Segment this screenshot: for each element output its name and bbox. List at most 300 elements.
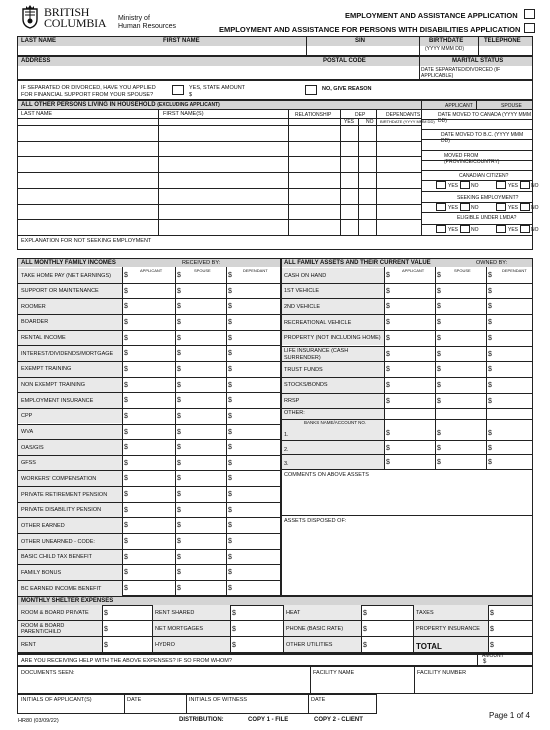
income-applicant-field[interactable] [130,300,174,313]
income-applicant-field[interactable] [130,504,174,517]
seeking-applicant-no-checkbox[interactable] [460,203,470,211]
income-currency: $ [228,569,232,577]
income-currency: $ [177,287,181,295]
income-applicant-field[interactable] [130,394,174,407]
asset-currency: $ [437,459,441,467]
asset-currency: $ [386,350,390,358]
income-applicant-field[interactable] [130,441,174,454]
asset-applicant-field[interactable] [392,379,434,392]
title-disabilities: EMPLOYMENT AND ASSISTANCE FOR PERSONS WITH DISABILITIES APPLICATION [219,25,521,34]
income-currency: $ [228,506,232,514]
help-field[interactable] [242,656,492,666]
page-number: Page 1 of 4 [489,711,530,720]
postal-code-field[interactable] [321,66,418,78]
asset-dependant-field[interactable] [494,395,536,408]
income-spouse-field[interactable] [183,379,227,392]
shelter-currency: $ [490,626,494,633]
income-dependant-field[interactable] [234,457,278,470]
shelter-label: HEAT [286,610,301,616]
asset-applicant-field[interactable] [392,269,434,282]
asset-dependant-field[interactable] [494,300,536,313]
initials-applicant-field[interactable] [20,704,122,713]
income-currency: $ [228,287,232,295]
income-label: PRIVATE RETIREMENT PENSION [21,491,108,498]
income-currency: $ [228,303,232,311]
shelter-amount-field[interactable] [369,606,411,619]
ministry-line-1: Ministry of [118,15,150,22]
household-row[interactable] [19,220,420,234]
income-currency: $ [124,365,128,373]
shelter-amount-field[interactable] [110,606,150,619]
shelter-label: OTHER UTILITIES [286,642,333,648]
income-label: RENTAL INCOME [21,335,66,342]
income-dependant-field[interactable] [234,582,278,595]
label-comments: COMMENTS ON ABOVE ASSETS [284,471,369,478]
support-no-checkbox[interactable] [305,85,317,95]
moved-from-field[interactable] [423,161,531,170]
income-label: EXEMPT TRAINING [21,366,72,373]
shelter-currency: $ [104,610,108,617]
income-dependant-field[interactable] [234,535,278,548]
income-spouse-field[interactable] [183,519,227,532]
support-amount-field[interactable] [194,91,264,99]
bank-dependant-field[interactable] [494,442,536,454]
col-dep-no: NO [366,119,374,125]
bank-number: 2. [284,446,289,453]
shelter-currency: $ [363,642,367,649]
income-dependant-field[interactable] [234,426,278,439]
income-currency: $ [228,412,232,420]
help-amount-field[interactable] [490,657,530,665]
facility-name-field[interactable] [312,677,411,693]
seeking-applicant-yes-checkbox[interactable] [436,203,446,211]
date-separated-field[interactable] [420,73,532,79]
date-2-field[interactable] [310,704,376,713]
income-label: EMPLOYMENT INSURANCE [21,397,94,404]
income-currency: $ [177,303,181,311]
income-assets-section [17,258,533,596]
bank-account-field[interactable] [294,456,382,468]
help-question: ARE YOU RECEIVING HELP WITH THE ABOVE EXPENSES? IF SO FROM WHOM? [21,658,232,664]
initials-witness-field[interactable] [188,704,306,713]
shelter-currency: $ [232,610,236,617]
documents-row [17,666,533,694]
asset-label: 2ND VEHICLE [284,303,321,310]
shelter-amount-field[interactable] [238,638,281,651]
income-applicant-field[interactable] [130,566,174,579]
explanation-field[interactable] [168,236,530,248]
seeking-spouse-yes-checkbox[interactable] [496,203,506,211]
shelter-currency: $ [104,642,108,649]
income-dependant-field[interactable] [234,472,278,485]
asset-spouse-field[interactable] [443,300,485,313]
label-eligible: ELIGIBLE UNDER LMDA? [457,215,517,221]
canadian-applicant-no-checkbox[interactable] [460,181,470,189]
col-relationship: RELATIONSHIP [295,112,332,118]
shelter-label: TOTAL [416,642,442,651]
asset-currency: $ [488,334,492,342]
income-dependant-field[interactable] [234,566,278,579]
moved-canada-field[interactable] [423,120,531,129]
canadian-applicant-yes-label: YES [448,183,459,189]
bank-applicant-field[interactable] [392,456,434,468]
shelter-amount-field[interactable] [110,638,150,651]
income-currency: $ [124,272,128,279]
asset-spouse-field[interactable] [443,348,485,361]
income-currency: $ [228,272,232,279]
support-yes-line-1: YES, STATE AMOUNT [189,85,246,91]
asset-currency: $ [488,459,492,467]
shelter-currency: $ [490,642,494,649]
income-label: OTHER EARNED [21,522,65,529]
income-spouse-field[interactable] [183,316,227,329]
shelter-currency: $ [490,610,494,617]
eligible-spouse-no-checkbox[interactable] [520,225,530,233]
label-assets-disposed: ASSETS DISPOSED OF: [284,518,347,524]
income-currency: $ [228,381,232,389]
income-applicant-field[interactable] [130,379,174,392]
household-row[interactable] [19,205,420,219]
income-dependant-field[interactable] [234,379,278,392]
income-spouse-field[interactable] [183,582,227,595]
income-spouse-field[interactable] [183,363,227,376]
shelter-amount-field[interactable] [238,622,281,635]
brand-line-1: BRITISH [44,5,90,19]
income-spouse-field[interactable] [183,332,227,345]
income-currency: $ [177,538,181,546]
copy-2-label: COPY 2 - CLIENT [314,717,363,723]
asset-applicant-field[interactable] [392,300,434,313]
last-name-field[interactable] [19,46,159,55]
canadian-spouse-no-checkbox[interactable] [520,181,530,189]
income-currency: $ [177,459,181,467]
shelter-amount-field[interactable] [110,622,150,635]
household-row[interactable] [19,173,420,187]
income-currency: $ [228,585,232,592]
asset-applicant-field[interactable] [392,395,434,408]
asset-label: PROPERTY (NOT INCLUDING HOME) [284,335,381,342]
label-canadian: CANADIAN CITIZEN? [459,173,509,179]
canadian-applicant-no-label: NO [471,183,479,189]
bank-dependant-field[interactable] [494,456,536,468]
asset-currency: $ [437,319,441,327]
income-spouse-field[interactable] [183,394,227,407]
eligible-applicant-no-checkbox[interactable] [460,225,470,233]
asset-dependant-field[interactable] [494,285,536,298]
shelter-amount-field[interactable] [238,606,281,619]
income-spouse-field[interactable] [183,441,227,454]
income-applicant-field[interactable] [130,519,174,532]
income-label: PRIVATE DISABILITY PENSION [21,507,102,514]
asset-currency: $ [488,350,492,358]
asset-currency: $ [488,381,492,389]
support-no-label: NO, GIVE REASON [322,86,372,92]
shelter-label: ROOM & BOARD PRIVATE [21,610,89,616]
eligible-applicant-yes-label: YES [448,227,459,233]
label-date-1: DATE [127,697,142,703]
income-currency: $ [228,397,232,405]
income-currency: $ [124,569,128,577]
bank-applicant-field[interactable] [392,442,434,454]
income-currency: $ [228,318,232,326]
col-dependants: DEPENDANTS [386,112,421,118]
bank-spouse-field[interactable] [443,427,485,439]
income-dependant-field[interactable] [234,347,278,360]
shelter-amount-field[interactable] [369,622,411,635]
support-yes-line-2: $ [189,91,193,98]
asset-dependant-field[interactable] [494,348,536,361]
bank-applicant-field[interactable] [392,427,434,439]
asset-spouse-field[interactable] [443,395,485,408]
income-applicant-field[interactable] [130,426,174,439]
income-spouse-field[interactable] [183,551,227,564]
asset-currency: $ [488,430,492,438]
income-applicant-field[interactable] [130,582,174,595]
incomes-heading: ALL MONTHLY FAMILY INCOMES [21,260,116,266]
shelter-amount-field[interactable] [496,622,530,635]
label-initials-witness: INITIALS OF WITNESS [189,697,248,703]
seeking-spouse-no-label: NO [531,205,539,211]
asset-applicant-field[interactable] [392,363,434,376]
asset-currency: $ [386,459,390,467]
asset-currency: $ [386,319,390,327]
asset-dependant-field[interactable] [494,363,536,376]
asset-dependant-field[interactable] [494,316,536,329]
col-dep-yes: YES [344,119,355,125]
col-last-name: LAST NAME [21,111,53,117]
shelter-heading: MONTHLY SHELTER EXPENSES [21,598,114,604]
income-currency: $ [177,365,181,373]
bank-spouse-field[interactable] [443,456,485,468]
income-spouse-field[interactable] [183,504,227,517]
asset-applicant-field[interactable] [392,348,434,361]
address-field[interactable] [19,66,319,78]
asset-applicant-field[interactable] [392,285,434,298]
bank-number: 3. [284,461,289,468]
bank-dependant-field[interactable] [494,427,536,439]
income-applicant-field[interactable] [130,488,174,501]
eligible-applicant-yes-checkbox[interactable] [436,225,446,233]
income-dependant-field[interactable] [234,488,278,501]
income-spouse-field[interactable] [183,426,227,439]
support-yes-checkbox[interactable] [172,85,184,95]
income-dependant-field[interactable] [234,269,278,282]
asset-spouse-field[interactable] [443,363,485,376]
income-currency: $ [124,303,128,311]
shelter-amount-field[interactable] [369,638,411,651]
support-question-line-1: IF SEPARATED OR DIVORCED, HAVE YOU APPLIED [21,85,156,91]
income-currency: $ [228,444,232,452]
income-applicant-field[interactable] [130,285,174,298]
asset-currency: $ [437,287,441,295]
income-applicant-field[interactable] [130,347,174,360]
asset-spouse-field[interactable] [443,269,485,282]
income-spouse-field[interactable] [183,457,227,470]
asset-currency: $ [488,303,492,311]
income-dependant-field[interactable] [234,504,278,517]
eligible-spouse-no-label: NO [531,227,539,233]
asset-currency: $ [488,319,492,327]
income-currency: $ [124,397,128,405]
asset-spouse-field[interactable] [443,316,485,329]
income-dependant-field[interactable] [234,551,278,564]
income-dependant-field[interactable] [234,410,278,423]
asset-col-dependant: DEPENDANT [502,268,527,273]
income-label: FAMILY BONUS [21,569,62,576]
income-spouse-field[interactable] [183,269,227,282]
income-spouse-field[interactable] [183,410,227,423]
income-dependant-field[interactable] [234,332,278,345]
income-applicant-field[interactable] [130,410,174,423]
income-spouse-field[interactable] [183,488,227,501]
asset-spouse-field[interactable] [443,285,485,298]
asset-applicant-field[interactable] [392,316,434,329]
income-label: BC EARNED INCOME BENEFIT [21,585,102,592]
label-last-name: LAST NAME [21,38,56,44]
label-date-2: DATE [311,697,326,703]
income-spouse-field[interactable] [183,347,227,360]
support-reason-field[interactable] [320,93,530,100]
asset-currency: $ [386,287,390,295]
asset-currency: $ [437,272,441,279]
shelter-label: TAXES [416,610,434,616]
income-applicant-field[interactable] [130,472,174,485]
income-dependant-field[interactable] [234,300,278,313]
income-currency: $ [124,444,128,452]
income-currency: $ [124,412,128,420]
bank-number: 1. [284,432,289,439]
ministry-line-2: Human Resources [118,23,176,30]
asset-dependant-field[interactable] [494,379,536,392]
documents-seen-field[interactable] [20,677,308,693]
income-dependant-field[interactable] [234,394,278,407]
asset-spouse-field[interactable] [443,332,485,345]
bank-spouse-field[interactable] [443,442,485,454]
income-currency: $ [228,334,232,342]
household-row[interactable] [19,126,420,140]
income-currency: $ [124,334,128,342]
label-sin: SIN [355,38,366,44]
income-currency: $ [228,459,232,467]
income-dependant-field[interactable] [234,285,278,298]
telephone-field[interactable] [479,46,532,55]
title-main-checkbox[interactable] [524,9,535,19]
asset-label: RECREATIONAL VEHICLE [284,319,352,326]
income-dependant-field[interactable] [234,316,278,329]
income-label: GFSS [21,460,36,467]
income-dependant-field[interactable] [234,363,278,376]
moved-bc-field[interactable] [423,140,531,149]
sin-field[interactable] [307,46,418,55]
income-applicant-field[interactable] [130,457,174,470]
facility-number-field[interactable] [416,677,531,693]
canadian-applicant-yes-checkbox[interactable] [436,181,446,189]
asset-currency: $ [437,444,441,452]
asset-col-applicant: APPLICANT [402,268,425,273]
household-row[interactable] [19,157,420,171]
banks-heading: BANKS NAME/ACCOUNT NO. [304,420,367,426]
income-label: NON EXEMPT TRAINING [21,382,85,389]
assets-heading: ALL FAMILY ASSETS AND THEIR CURRENT VALUE [284,260,431,266]
title-disabilities-checkbox[interactable] [524,23,535,33]
income-label: BOARDER [21,319,49,326]
shelter-label: RENT SHARED [155,610,195,616]
income-spouse-field[interactable] [183,285,227,298]
asset-applicant-field[interactable] [392,332,434,345]
label-explanation: EXPLANATION FOR NOT SEEKING EMPLOYMENT [21,238,152,244]
seeking-spouse-yes-label: YES [508,205,519,211]
seeking-applicant-yes-label: YES [448,205,459,211]
income-applicant-field[interactable] [130,551,174,564]
asset-currency: $ [488,272,492,279]
household-row[interactable] [19,189,420,203]
income-spouse-field[interactable] [183,472,227,485]
eligible-spouse-yes-checkbox[interactable] [496,225,506,233]
col-birthdate: BIRTHDATE (YYYY MMM DD) [380,119,435,124]
income-dependant-field[interactable] [234,519,278,532]
household-row[interactable] [19,142,420,156]
income-currency: $ [228,522,232,530]
assets-disposed-field[interactable] [283,525,531,593]
income-applicant-field[interactable] [130,363,174,376]
income-currency: $ [177,428,181,436]
first-name-field[interactable] [160,46,305,55]
income-currency: $ [124,538,128,546]
date-1-field[interactable] [126,704,184,713]
asset-currency: $ [437,366,441,374]
income-applicant-field[interactable] [130,316,174,329]
income-spouse-field[interactable] [183,300,227,313]
bank-account-field[interactable] [294,427,382,439]
income-spouse-field[interactable] [183,566,227,579]
help-amount-currency: $ [483,659,487,665]
income-applicant-field[interactable] [130,535,174,548]
income-currency: $ [228,491,232,499]
asset-label: RRSP [284,398,300,405]
income-applicant-field[interactable] [130,332,174,345]
canadian-spouse-yes-checkbox[interactable] [496,181,506,189]
seeking-applicant-no-label: NO [471,205,479,211]
income-currency: $ [177,491,181,499]
income-label: BASIC CHILD TAX BENEFIT [21,554,93,561]
brand-line-2: COLUMBIA [44,16,107,30]
asset-label: OTHER: [284,410,305,417]
asset-dependant-field[interactable] [494,269,536,282]
bank-account-field[interactable] [294,442,382,454]
income-dependant-field[interactable] [234,441,278,454]
asset-spouse-field[interactable] [443,379,485,392]
asset-label: CASH ON HAND [284,272,327,279]
address-row [17,56,533,80]
brand-name [44,7,106,29]
seeking-spouse-no-checkbox[interactable] [520,203,530,211]
asset-col-spouse: SPOUSE [454,268,471,273]
shelter-amount-field[interactable] [496,638,530,651]
asset-dependant-field[interactable] [494,332,536,345]
shelter-amount-field[interactable] [496,606,530,619]
income-currency: $ [124,318,128,326]
income-currency: $ [228,428,232,436]
asset-currency: $ [386,397,390,405]
income-spouse-field[interactable] [183,535,227,548]
label-marital-status: MARITAL STATUS [452,58,504,64]
asset-label: 1ST VEHICLE [284,288,320,295]
asset-currency: $ [437,350,441,358]
asset-currency: $ [386,334,390,342]
income-applicant-field[interactable] [130,269,174,282]
bc-crest-logo [20,5,40,29]
income-currency: $ [177,397,181,405]
